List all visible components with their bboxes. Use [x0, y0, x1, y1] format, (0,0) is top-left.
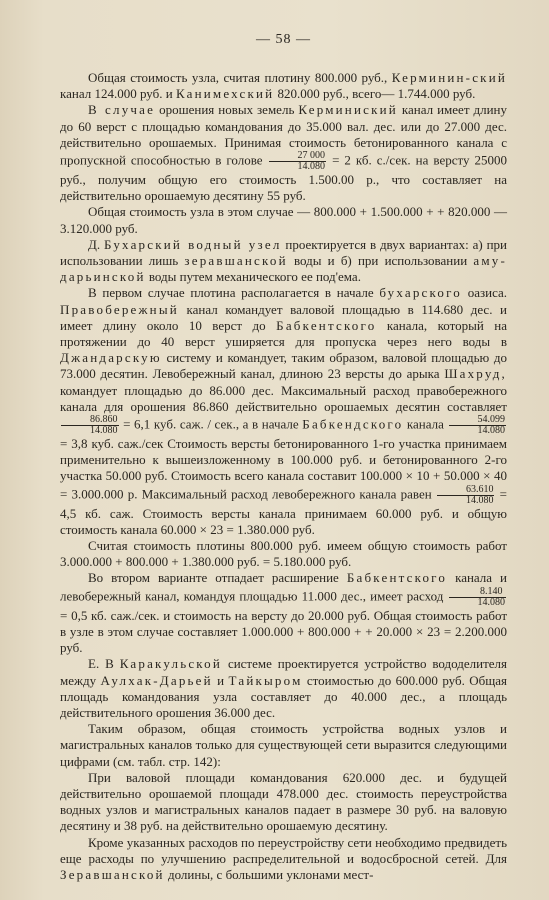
- text-run: Е. В: [88, 656, 114, 672]
- text-run: долины, с большими уклонами мест-: [167, 866, 374, 882]
- text-run: воды путем механического ее под'ема.: [148, 269, 361, 285]
- page-number: — 58 —: [256, 32, 311, 47]
- text-run: = 4,5 кб. саж. Стоимость версты канала принимаем 60.000 руб. и общую стоимость канала 60.000 × 23 = 1.380.000 руб.: [60, 486, 508, 537]
- fraction-numerator: 63.610: [465, 483, 494, 495]
- text-run: Д.: [88, 236, 101, 252]
- text-run: систему и командует, таким образом, валовой площадью до 73.000 десятин. Левобережный канал, длиною 23 версты до арыка: [60, 350, 508, 382]
- text-run: Общая стоимость узла в этом случае — 800.000 + 1.500.000 + + 820.000 — 3.120.000 руб.: [60, 204, 507, 236]
- fraction: [449, 415, 507, 436]
- spaced-name: аму-дарьинской: [60, 253, 508, 285]
- spaced-name: зеравшанской: [184, 253, 288, 269]
- text-run: канала: [406, 416, 444, 432]
- page-body: [60, 70, 507, 883]
- text-run: = 3,8 куб. саж./сек Стоимость версты бетонированного 1-го участка принимаем применительно к вышеизложенному в 100.000 руб. и бетонированного 2-го участка 50.000 руб. Стоимость всего канала составит 100.000 × 10 + 50.000 × 40 = 3.000.000 р. Максимальный расход левобережного канала равен: [60, 436, 507, 502]
- paragraph-total-cost: [60, 204, 507, 236]
- text-run: проектируется в двух вариантах: а) при использовании лишь: [60, 236, 508, 269]
- text-run: воды и б) при использовании: [293, 253, 468, 269]
- spaced-name: Бухарский водный узел: [104, 236, 282, 252]
- paragraph-first-case: [60, 285, 507, 538]
- text-run: = 0,5 кб. саж./сек. и стоимость на версту до 20.000 руб. Общая стоимость работ в узле в этом случае составляет 1.000.000 + 800.000 + + 20.000 × 23 = 2.200.000 руб.: [60, 607, 507, 656]
- text-run: Считая стоимость плотины 800.000 руб. имеем общую стоимость работ 3.000.000 + 800.000 + 1.380.000 руб. = 5.180.000 руб.: [60, 538, 507, 570]
- fraction-denominator: 14.080: [449, 597, 507, 608]
- text-run: Кроме указанных расходов по переустройству сети необходимо предвидеть еще расходы по улучшению распределительной и водосбросной сетей. Для: [60, 834, 507, 866]
- text-run: канала и левобережный канал, командуя площадью 11.000 дес., имеет расход: [60, 570, 508, 604]
- spaced-name: Бабкентского: [346, 570, 448, 586]
- spaced-name: Бабкендского: [302, 416, 404, 432]
- paragraph-node-cost: [60, 70, 507, 102]
- fraction: [449, 587, 507, 608]
- paragraph-additional-costs: [60, 835, 507, 884]
- text-run: оазиса.: [467, 285, 508, 301]
- fraction-denominator: 14.080: [269, 161, 327, 172]
- paragraph-second-variant: [60, 570, 507, 656]
- text-run: командует площадью до 86.000 дес. Максимальный расход правобережного канала для орошения 86.860 действительно орошаемых десятин составляет: [60, 382, 507, 414]
- fraction-denominator: 14.080: [61, 425, 119, 436]
- text-run: Общая стоимость узла, считая плотину 800.000 руб.,: [88, 70, 388, 85]
- text-run: Таким образом, общая стоимость устройства водных узлов и магистральных каналов только для существующей сети выразится следующими цифрами (см. табл. стр. 142):: [60, 721, 507, 769]
- paragraph-new-lands: [60, 102, 507, 204]
- spaced-name: Бабкентского: [276, 317, 377, 333]
- paragraph-summary: [60, 721, 507, 770]
- text-run: При валовой площади командования 620.000 дес. и будущей действительно орошаемой площади 478.000 дес. стоимость переустройства водных узлов и магистральных каналов падает в размере 30 руб. на валовую десятину и 38 руб. на действительно орошаемую десятину.: [60, 769, 507, 834]
- spaced-name: Джандарскую: [60, 350, 162, 366]
- fraction-numerator: 86.860: [90, 414, 118, 426]
- text-run: В первом случае плотина располагается в начале: [88, 285, 374, 301]
- text-run: 820.000 руб., всего— 1.744.000 руб.: [277, 86, 476, 102]
- text-run: стоимостью до 600.000 руб. Общая площадь командования узла составляет до 40.000 дес., а площадь действительного орошения 36.000 дес.: [60, 672, 507, 720]
- spaced-name: Правобережный: [60, 301, 179, 317]
- fraction: [437, 485, 495, 506]
- paragraph-bukhara-node: [60, 237, 507, 286]
- paragraph-karakul-system: [60, 656, 507, 721]
- paragraph-gross-area: [60, 770, 507, 835]
- text-run: орошения новых земель: [159, 102, 295, 118]
- spaced-name: бухарского: [379, 285, 462, 301]
- fraction: [269, 151, 327, 172]
- spaced-name: Керминин-ский: [391, 70, 508, 85]
- paragraph-dam-cost: [60, 538, 507, 570]
- text-run: канала, который на протяжении до 40 верст уширяется для пропуска через него воды в: [60, 317, 508, 350]
- text-run: канал 124.000 руб. и: [60, 86, 173, 102]
- spaced-name: Зеравшанской: [60, 866, 165, 882]
- text-run: = 6,1 куб. саж. / сек., а в начале: [123, 416, 299, 432]
- text-run: и: [217, 672, 225, 688]
- fraction-numerator: 54.099: [477, 414, 506, 426]
- fraction-numerator: 8.140: [480, 585, 503, 597]
- spaced-name: Аулхак-Дарьей: [100, 672, 213, 688]
- fraction-denominator: 14.080: [449, 425, 507, 436]
- spaced-name: Шахруд,: [444, 366, 507, 382]
- text-run: Во втором варианте отпадает расширение: [88, 570, 339, 586]
- text-run: системе проектируется устройство вододелителя между: [60, 656, 508, 688]
- text-run: канал имеет длину до 60 верст с площадью командования до 35.000 вал. дес. или до 27.000 дес. действительно орошаемых. Принимая стоимость бетонированного канала с пропускной способностью в голове: [60, 102, 507, 168]
- spaced-name: Керминиский: [298, 102, 398, 118]
- spaced-name: Канимехский: [175, 86, 275, 102]
- fraction-denominator: 14.080: [437, 495, 495, 506]
- spaced-name: Каракульской: [119, 656, 223, 672]
- fraction-numerator: 27 000: [297, 150, 326, 162]
- spaced-name: Тайкыром: [228, 672, 303, 688]
- text-run: канал командует валовой площадью в 114.680 дес. и имеет длину около 10 верст до: [60, 301, 508, 333]
- spaced-name: В случае: [88, 102, 156, 118]
- fraction: [61, 415, 119, 436]
- text-run: = 2 кб. с./сек. на версту 25000 руб., получим общую его стоимость 1.500.00 р., что составляет на действительно орошаемую десятину 55 руб.: [60, 152, 508, 204]
